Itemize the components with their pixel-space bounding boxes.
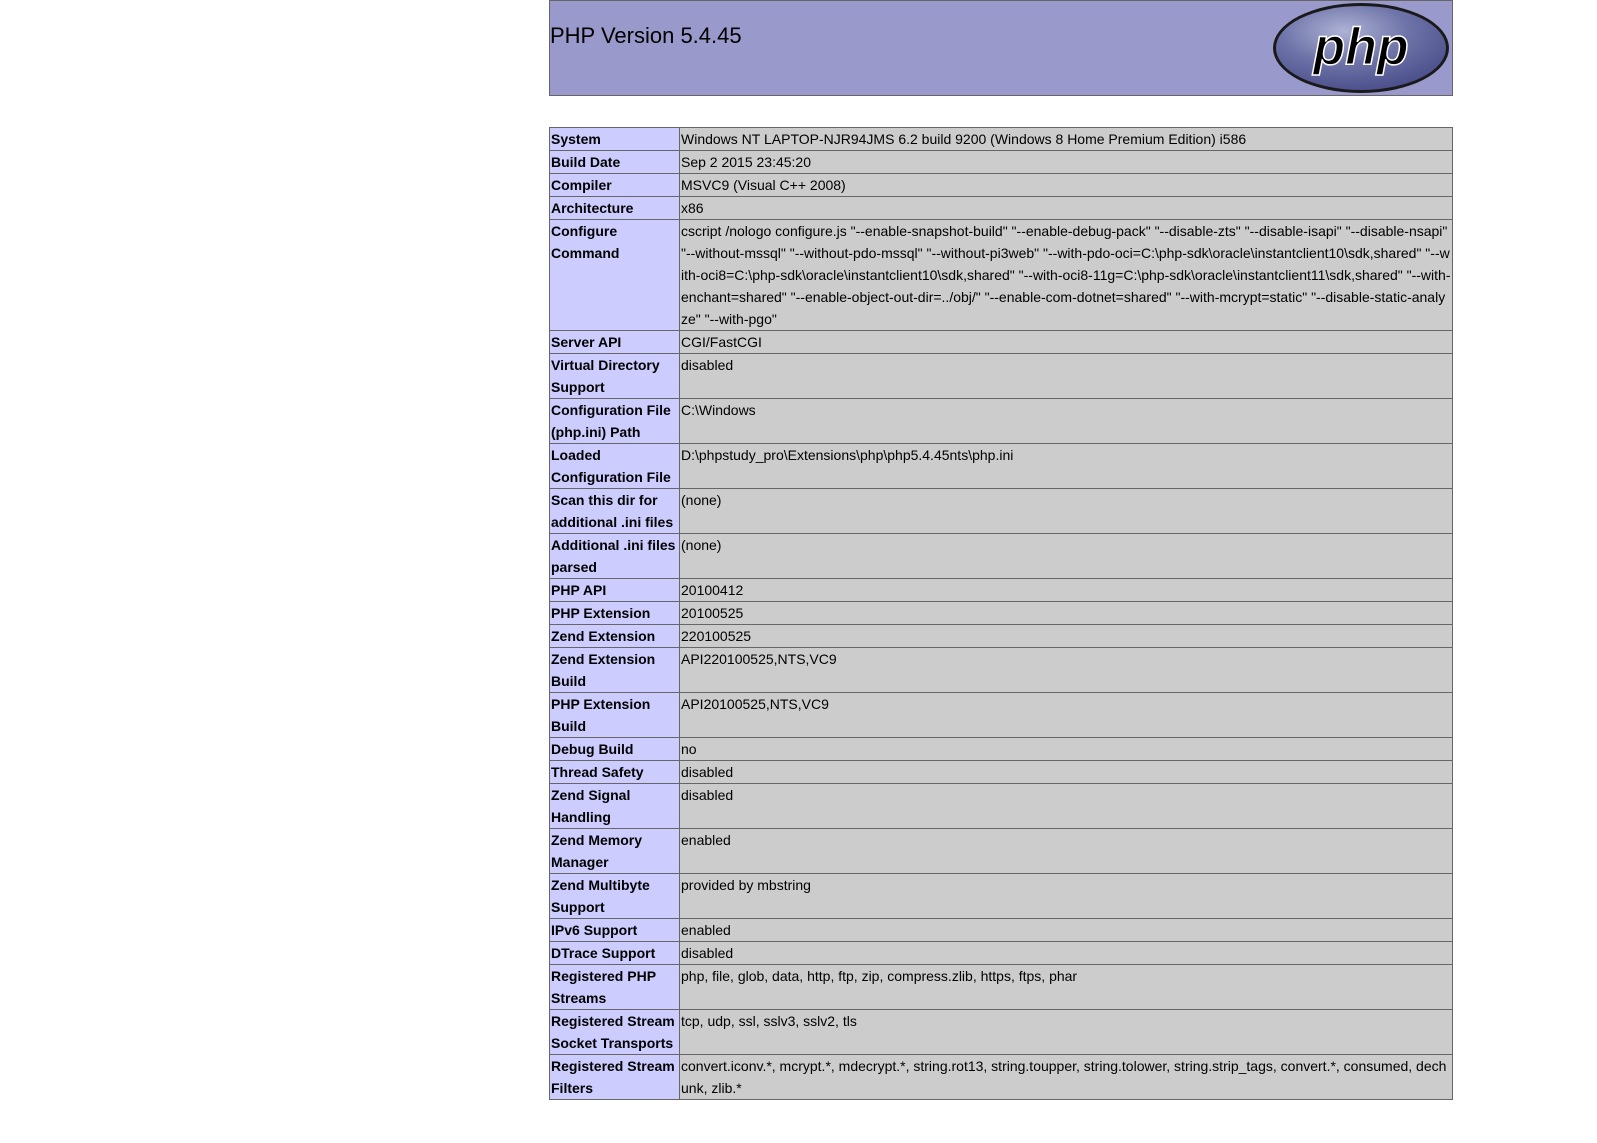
row-value: CGI/FastCGI: [680, 331, 1453, 354]
row-value: Sep 2 2015 23:45:20: [680, 151, 1453, 174]
table-row: [550, 489, 1453, 534]
row-label: Zend Signal Handling: [550, 784, 680, 829]
table-row: [550, 761, 1453, 784]
row-label: Loaded Configuration File: [550, 444, 680, 489]
row-value: (none): [680, 534, 1453, 579]
table-row: [550, 942, 1453, 965]
version-header: [549, 0, 1453, 96]
row-value: 20100525: [680, 602, 1453, 625]
row-label: Build Date: [550, 151, 680, 174]
row-value: (none): [680, 489, 1453, 534]
row-label: Architecture: [550, 197, 680, 220]
table-row: [550, 965, 1453, 1010]
table-row: [550, 602, 1453, 625]
row-value: enabled: [680, 919, 1453, 942]
table-row: [550, 151, 1453, 174]
table-row: [550, 354, 1453, 399]
table-row: [550, 534, 1453, 579]
table-row: [550, 648, 1453, 693]
row-label: Additional .ini files parsed: [550, 534, 680, 579]
row-label: Zend Extension Build: [550, 648, 680, 693]
row-label: Debug Build: [550, 738, 680, 761]
php-logo-icon[interactable]: [1272, 2, 1450, 94]
row-value: disabled: [680, 761, 1453, 784]
row-value: disabled: [680, 942, 1453, 965]
row-value: disabled: [680, 354, 1453, 399]
table-row: [550, 829, 1453, 874]
table-row: [550, 738, 1453, 761]
row-value: API20100525,NTS,VC9: [680, 693, 1453, 738]
row-label: Zend Extension: [550, 625, 680, 648]
row-value: php, file, glob, data, http, ftp, zip, compress.zlib, https, ftps, phar: [680, 965, 1453, 1010]
table-row: [550, 444, 1453, 489]
row-label: Configuration File (php.ini) Path: [550, 399, 680, 444]
table-row: [550, 1010, 1453, 1055]
row-label: PHP Extension: [550, 602, 680, 625]
row-value: 220100525: [680, 625, 1453, 648]
row-label: Registered PHP Streams: [550, 965, 680, 1010]
table-row: [550, 919, 1453, 942]
table-row: [550, 784, 1453, 829]
row-value: API220100525,NTS,VC9: [680, 648, 1453, 693]
table-row: [550, 1055, 1453, 1100]
row-label: Zend Multibyte Support: [550, 874, 680, 919]
table-row: [550, 220, 1453, 331]
row-value: 20100412: [680, 579, 1453, 602]
table-row: [550, 399, 1453, 444]
row-label: PHP Extension Build: [550, 693, 680, 738]
row-value: no: [680, 738, 1453, 761]
row-label: Registered Stream Socket Transports: [550, 1010, 680, 1055]
row-label: Server API: [550, 331, 680, 354]
table-row: [550, 174, 1453, 197]
table-row: [550, 874, 1453, 919]
row-label: DTrace Support: [550, 942, 680, 965]
row-label: Zend Memory Manager: [550, 829, 680, 874]
info-table: [549, 127, 1453, 1100]
row-label: Scan this dir for additional .ini files: [550, 489, 680, 534]
row-value: cscript /nologo configure.js "--enable-snapshot-build" "--enable-debug-pack" "--disable-zts" "--disable-isapi" "--disable-nsapi" "--without-mssql" "--without-pdo-mssql" "--without-pi3web" "--with-pdo-oci=C:\php-sdk\oracle\instantclient10\sdk,shared" "--with-oci8=C:\php-sdk\oracle\instantclient10\sdk,shared" "--with-oci8-11g=C:\php-sdk\oracle\instantclient11\sdk,shared" "--with-enchant=shared" "--enable-object-out-dir=../obj/" "--enable-com-dotnet=shared" "--with-mcrypt=static" "--disable-static-analyze" "--with-pgo": [680, 220, 1453, 331]
table-row: [550, 128, 1453, 151]
row-value: MSVC9 (Visual C++ 2008): [680, 174, 1453, 197]
row-label: Thread Safety: [550, 761, 680, 784]
row-value: tcp, udp, ssl, sslv3, sslv2, tls: [680, 1010, 1453, 1055]
row-value: enabled: [680, 829, 1453, 874]
info-table-body: [550, 128, 1453, 1100]
php-logo-text: php: [1313, 18, 1409, 76]
row-value: D:\phpstudy_pro\Extensions\php\php5.4.45nts\php.ini: [680, 444, 1453, 489]
row-value: provided by mbstring: [680, 874, 1453, 919]
row-label: Virtual Directory Support: [550, 354, 680, 399]
table-row: [550, 693, 1453, 738]
row-label: System: [550, 128, 680, 151]
table-row: [550, 625, 1453, 648]
table-row: [550, 331, 1453, 354]
table-row: [550, 197, 1453, 220]
page-title: PHP Version 5.4.45: [550, 23, 742, 48]
row-value: convert.iconv.*, mcrypt.*, mdecrypt.*, string.rot13, string.toupper, string.tolower, string.strip_tags, convert.*, consumed, dechunk, zlib.*: [680, 1055, 1453, 1100]
table-row: [550, 579, 1453, 602]
row-label: Registered Stream Filters: [550, 1055, 680, 1100]
row-label: Compiler: [550, 174, 680, 197]
row-label: PHP API: [550, 579, 680, 602]
row-label: Configure Command: [550, 220, 680, 331]
row-value: disabled: [680, 784, 1453, 829]
row-value: x86: [680, 197, 1453, 220]
row-value: Windows NT LAPTOP-NJR94JMS 6.2 build 9200 (Windows 8 Home Premium Edition) i586: [680, 128, 1453, 151]
row-value: C:\Windows: [680, 399, 1453, 444]
phpinfo-page: [549, 0, 1453, 1096]
row-label: IPv6 Support: [550, 919, 680, 942]
